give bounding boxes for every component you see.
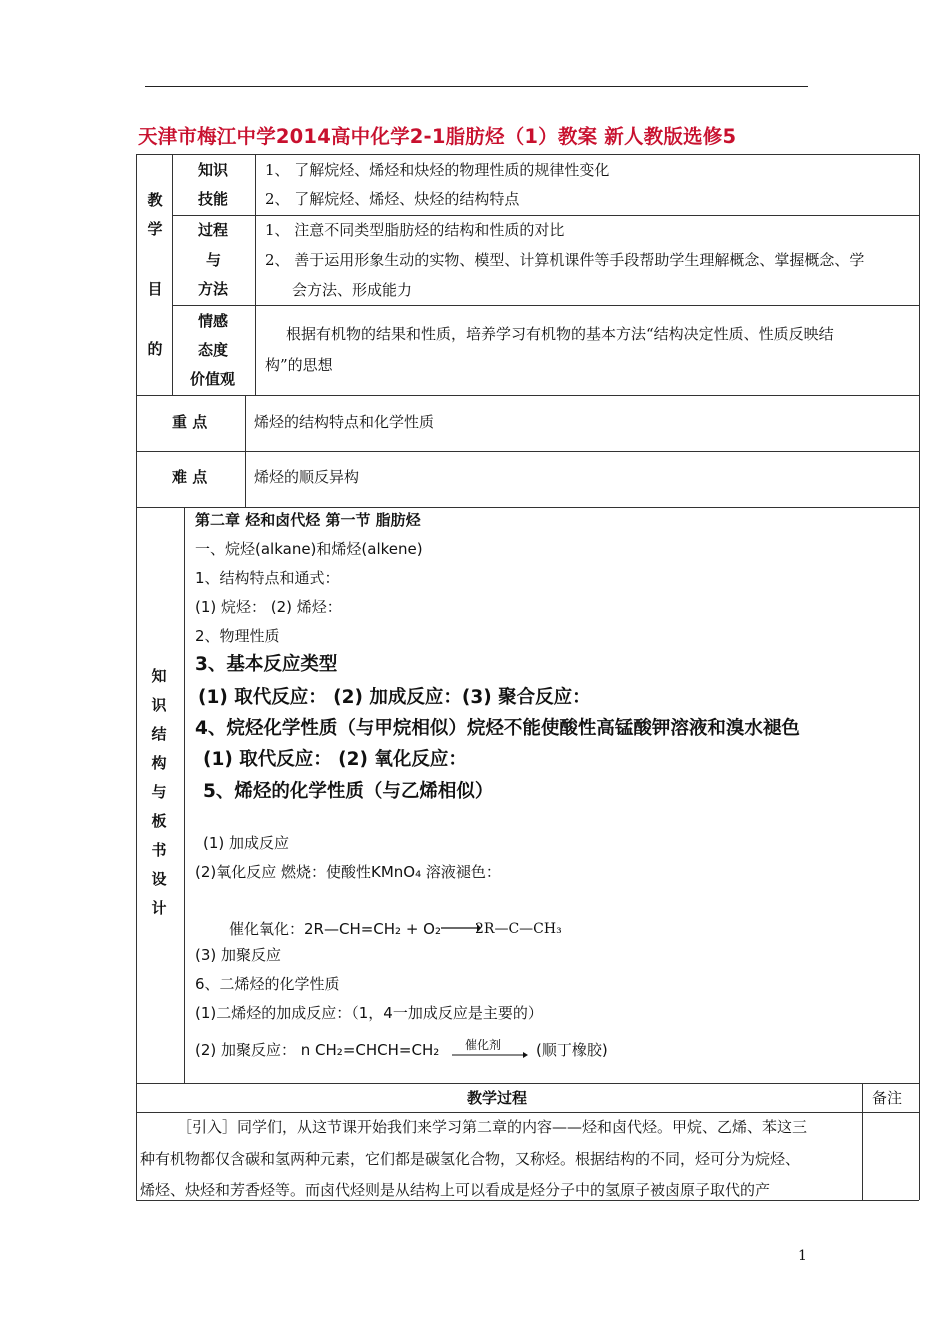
- process-item-2b: 会方法、形成能力: [292, 281, 413, 299]
- structure-line-11: (2)氧化反应 燃烧：使酸性KMnO₄ 溶液褪色：: [195, 863, 501, 881]
- intro-paragraph-line-2: 种有机物都仅含碳和氢两种元素，它们都是碳氢化合物，又称烃。根据结构的不同，烃可分为烷烃、: [140, 1150, 801, 1168]
- objectives-col2-line: [255, 154, 256, 395]
- row-line-difficulty: [136, 507, 919, 508]
- process-item-2a: 2、 善于运用形象生动的实物、模型、计算机课件等手段帮助学生理解概念、掌握概念、学: [265, 251, 865, 269]
- structure-label: 知 识 结 构 与 板 书 设 计: [151, 667, 167, 917]
- structure-line-7: 4、烷烃化学性质（与甲烷相似）烷烃不能使酸性高锰酸钾溶液和溴水褪色: [195, 718, 800, 739]
- row-line-process: [172, 305, 919, 306]
- structure-line-16-right: (顺丁橡胶): [536, 1041, 608, 1059]
- knowledge-label-2: 技能: [198, 190, 229, 208]
- page-number: 1: [798, 1248, 807, 1264]
- emotion-text-1: 根据有机物的结果和性质，培养学习有机物的基本方法“结构决定性质、性质反映结: [286, 325, 834, 343]
- structure-line-15: (1)二烯烃的加成反应：（1，4一加成反应是主要的）: [195, 1004, 543, 1022]
- structure-line-13: (3) 加聚反应: [195, 946, 282, 964]
- row-line-process-header: [136, 1112, 919, 1113]
- structure-line-12-reactants: 催化氧化：2R—CH=CH₂ + O₂: [229, 920, 441, 938]
- emotion-text-2: 构”的思想: [265, 356, 333, 374]
- table-top-border: [136, 154, 919, 155]
- chapter-heading: 第二章 烃和卤代烃 第一节 脂肪烃: [195, 511, 421, 529]
- knowledge-label-1: 知识: [198, 161, 229, 179]
- structure-line-14: 6、二烯烃的化学性质: [195, 975, 340, 993]
- table-left-border: [136, 154, 137, 1200]
- emotion-label-2: 态度: [198, 341, 229, 359]
- process-label-3: 方法: [198, 280, 229, 298]
- document-title: 天津市梅江中学2014高中化学2-1脂肪烃（1）教案 新人教版选修5: [138, 125, 737, 148]
- emotion-label-1: 情感: [198, 312, 229, 330]
- structure-line-12-product: 2R—C—CH₃: [475, 921, 562, 937]
- intro-paragraph-line-3: 烯烃、炔烃和芳香烃等。而卤代烃则是从结构上可以看成是烃分子中的氢原子被卤原子取代的产: [140, 1181, 771, 1199]
- process-label-1: 过程: [198, 221, 229, 239]
- structure-line-8: (1) 取代反应： (2) 氧化反应：: [203, 749, 467, 770]
- row-line-knowledge: [172, 215, 919, 216]
- structure-line-10: (1) 加成反应: [203, 834, 290, 852]
- row-line-keypoint: [136, 451, 919, 452]
- knowledge-item-1: 1、 了解烷烃、烯烃和炔烃的物理性质的规律性变化: [265, 161, 610, 179]
- table-right-border: [919, 154, 920, 1200]
- structure-line-4: 2、物理性质: [195, 627, 280, 645]
- header-rule: [145, 86, 808, 87]
- structure-line-6: (1) 取代反应： (2) 加成反应：(3) 聚合反应：: [198, 687, 591, 708]
- process-label-2: 与: [206, 251, 222, 269]
- knowledge-item-2: 2、 了解烷烃、烯烃、炔烃的结构特点: [265, 190, 520, 208]
- row-line-objectives-end: [136, 395, 919, 396]
- catalyst-label: 催化剂: [465, 1038, 502, 1052]
- structure-line-16-left: (2) 加聚反应： n CH₂=CHCH=CH₂: [195, 1041, 440, 1059]
- key-point-label: 重 点: [172, 413, 208, 431]
- structure-line-9: 5、烯烃的化学性质（与乙烯相似）: [203, 781, 494, 802]
- objectives-label: 教 学 目 的: [147, 191, 163, 358]
- difficulty-text: 烯烃的顺反异构: [254, 468, 360, 486]
- structure-line-3: (1) 烷烃： (2) 烯烃：: [195, 598, 342, 616]
- process-header: 教学过程: [467, 1089, 528, 1107]
- structure-col-line: [184, 507, 185, 1083]
- remark-header: 备注: [872, 1089, 903, 1107]
- structure-line-5: 3、基本反应类型: [195, 654, 338, 675]
- intro-paragraph-line-1: ［引入］同学们，从这节课开始我们来学习第二章的内容——烃和卤代烃。甲烷、乙烯、苯这三: [177, 1118, 808, 1136]
- remark-col-line: [862, 1083, 863, 1200]
- polymerization-arrow-icon: [452, 1050, 528, 1060]
- table-bottom-border: [136, 1200, 919, 1201]
- row-line-structure: [136, 1083, 919, 1084]
- structure-line-2: 1、结构特点和通式：: [195, 569, 340, 587]
- key-point-text: 烯烃的结构特点和化学性质: [254, 413, 435, 431]
- emotion-label-3: 价值观: [190, 370, 236, 388]
- difficulty-label: 难 点: [172, 468, 208, 486]
- objectives-col1-line: [172, 154, 173, 395]
- process-item-1: 1、 注意不同类型脂肪烃的结构和性质的对比: [265, 221, 565, 239]
- structure-line-1: 一、烷烃(alkane)和烯烃(alkene): [195, 540, 423, 558]
